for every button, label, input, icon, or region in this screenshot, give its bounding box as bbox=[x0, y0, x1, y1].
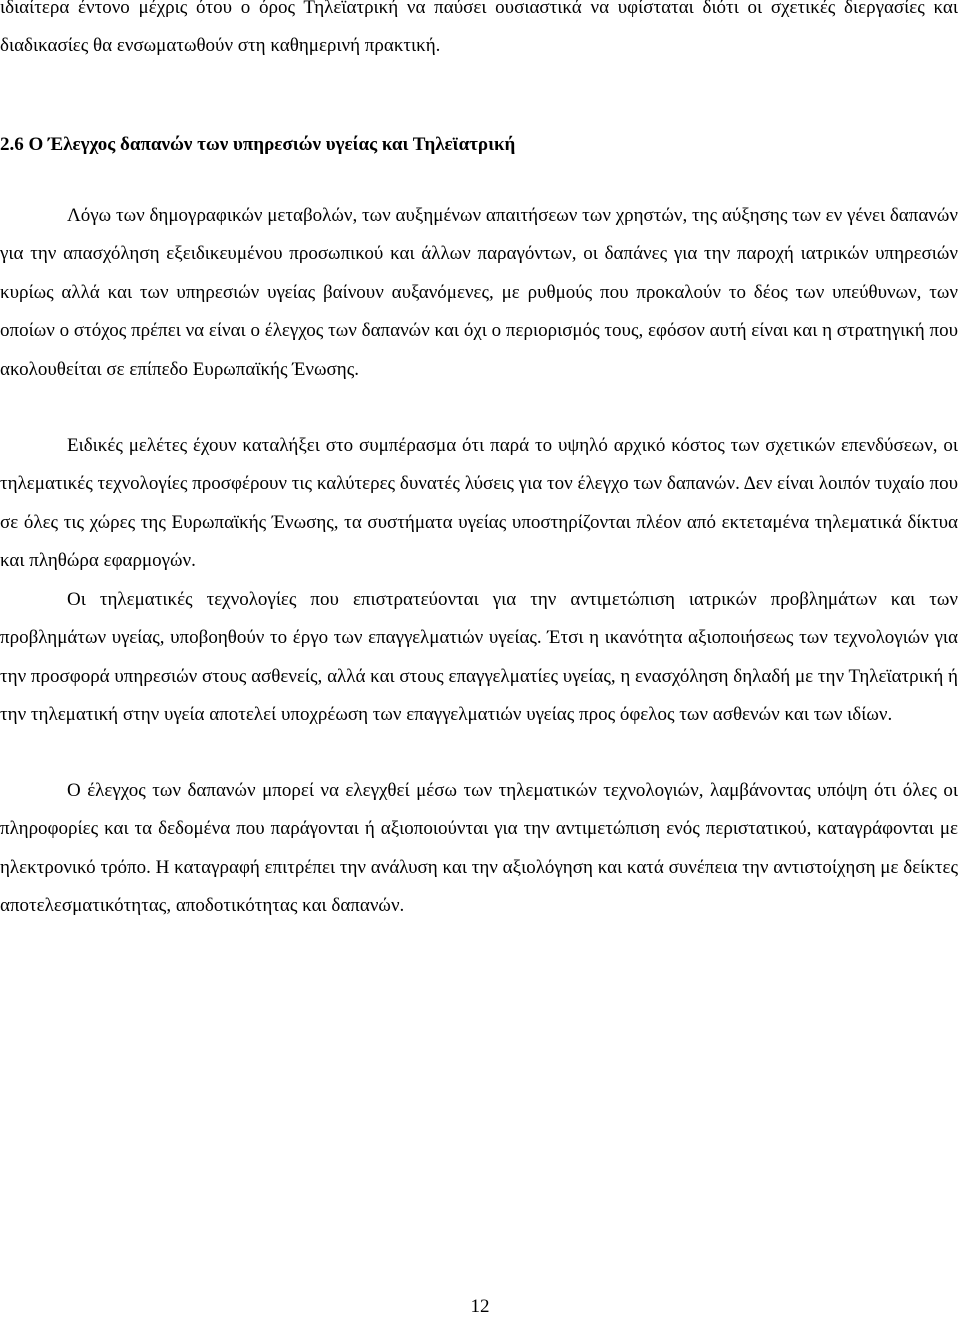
section-heading: 2.6 Ο Έλεγχος δαπανών των υπηρεσιών υγείας και Τηλεϊατρική bbox=[0, 134, 516, 155]
body-paragraph-3: Οι τηλεματικές τεχνολογίες που επιστρατεύονται για την αντιμετώπιση ιατρικών προβλημάτων και των προβλημάτων υγείας, υποβοηθούν το έργο των επαγγελματιών υγείας. Έτσι η ικανότητα αξιοποιήσεως των τεχνολογιών για την προσφορά υπηρεσιών στους ασθενείς, αλλά και στους επαγγελματίες υγείας, η ενασχόληση δηλαδή με την Τηλεϊατρική ή την τηλεματική στην υγεία αποτελεί υποχρέωση των επαγγελματιών υγείας προς όφελος των ασθενών και των ιδίων. bbox=[0, 589, 958, 726]
body-paragraph-1: Λόγω των δημογραφικών μεταβολών, των αυξημένων απαιτήσεων των χρηστών, της αύξησης των εν γένει δαπανών για την απασχόληση εξειδικευμένου προσωπικού και άλλων παραγόντων, οι δαπάνες για την παροχή ιατρικών υπηρεσιών κυρίως αλλά και των υπηρεσιών υγείας βαίνουν αυξανόμενες, με ρυθμούς που προκαλούν το δέος των υπεύθυνων, των οποίων ο στόχος πρέπει να είναι ο έλεγχος των δαπανών και όχι ο περιορισμός τους, εφόσον αυτή είναι και η στρατηγική που ακολουθείται σε επίπεδο Ευρωπαϊκής Ένωσης. bbox=[0, 205, 958, 380]
body-paragraph-2: Ειδικές μελέτες έχουν καταλήξει στο συμπέρασμα ότι παρά το υψηλό αρχικό κόστος των σχετικών επενδύσεων, οι τηλεματικές τεχνολογίες προσφέρουν τις καλύτερες δυνατές λύσεις για τον έλεγχο των δαπανών. Δεν είναι λοιπόν τυχαίο που σε όλες τις χώρες της Ευρωπαϊκής Ένωσης, τα συστήματα υγείας υποστηρίζονται πλέον από εκτεταμένα τηλεματικά δίκτυα και πληθώρα εφαρμογών. bbox=[0, 435, 958, 572]
continuation-paragraph: ιδιαίτερα έντονο μέχρις ότου ο όρος Τηλεϊατρική να παύσει ουσιαστικά να υφίσταται διότι οι σχετικές διεργασίες και διαδικασίες θα ενσωματωθούν στη καθημερινή πρακτική. bbox=[0, 0, 958, 57]
body-paragraph-4: Ο έλεγχος των δαπανών μπορεί να ελεγχθεί μέσω των τηλεματικών τεχνολογιών, λαμβάνοντας υπόψη ότι όλες οι πληροφορίες και τα δεδομένα που παράγονται ή αξιοποιούνται για την αντιμετώπιση ενός περιστατικού, καταγράφονται με ηλεκτρονικό τρόπο. Η καταγραφή επιτρέπει την ανάλυση και την αξιολόγηση και κατά συνέπεια την αντιστοίχηση με δείκτες αποτελεσματικότητας, αποδοτικότητας και δαπανών. bbox=[0, 780, 958, 917]
page-number: 12 bbox=[470, 1296, 490, 1317]
